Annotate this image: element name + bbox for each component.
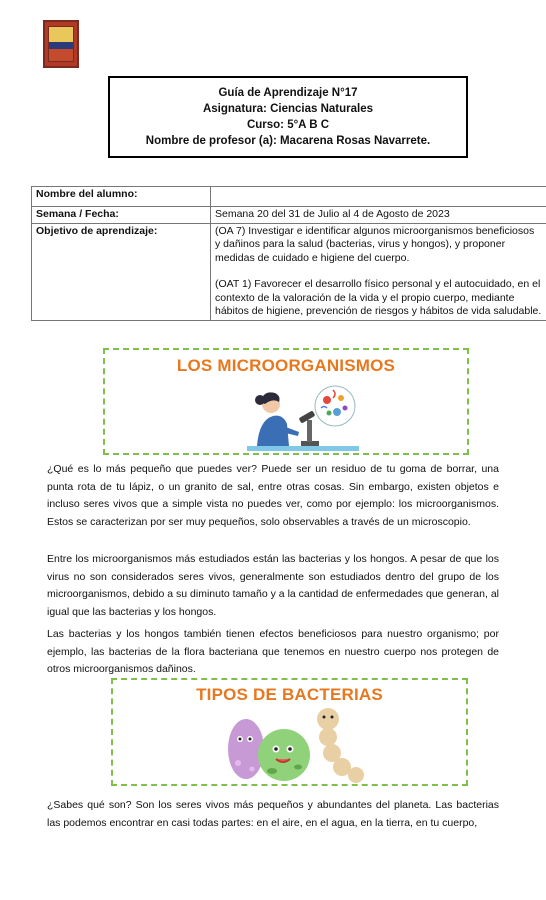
table-row — [32, 223, 546, 320]
table-row — [32, 207, 546, 224]
objective-oa7: (OA 7) Investigar e identificar algunos microorganismos beneficiosos y dañinos para la salud (bacterias, virus y hongos), y proponer medidas de cuidado e higiene del cuerpo. — [215, 224, 535, 264]
info-table — [31, 186, 546, 321]
paragraph-most-studied: Entre los microorganismos más estudiados están las bacterias y los hongos. A pesar de que los virus no son considerados seres vivos, generalmente son estudiados dentro del grupo de los microorganismos, debido a su diminuto tamaño y a la cantidad de enfermedades que generan, al igual que las bacterias y los hongos. — [47, 553, 499, 618]
date-value: Semana 20 del 31 de Julio al 4 de Agosto de 2023 — [211, 207, 546, 224]
paragraph-intro: ¿Qué es lo más pequeño que puedes ver? Puede ser un residuo de tu goma de borrar, una punta rota de tu lápiz, o un granito de sal, entre otras cosas. Sin embargo, existen objetos e incluso seres vivos que a simple vista no puedes ver, como por ejemplo: los microorganismos. Estos se caracterizan por ser muy pequeños, solo observables a través de un microscopio. — [47, 463, 499, 528]
bacteria-characters-illustration — [216, 705, 366, 785]
banner-title: LOS MICROORGANISMOS — [176, 356, 396, 375]
school-logo — [43, 20, 79, 68]
paragraph-beneficial: Las bacterias y los hongos también tienen efectos beneficiosos para nuestro organismo; por ejemplo, las bacterias de la flora bacteriana que tenemos en nuestro cuerpo nos protegen de otros microorganismos dañinos. — [47, 628, 499, 675]
course: Curso: 5°A B C — [246, 119, 330, 131]
student-value[interactable] — [211, 187, 546, 207]
paragraph-what-are-they: ¿Sabes qué son? Son los seres vivos más pequeños y abundantes del planeta. Las bacterias las podemos encontrar en casi todas partes: en el aire, en el agua, en la tierra, en tu cuerpo, — [47, 799, 499, 829]
banner-title: TIPOS DE BACTERIAS — [196, 685, 383, 704]
microorganisms-banner — [103, 348, 469, 455]
guide-number: Guía de Aprendizaje N°17 — [218, 87, 358, 99]
objective-value — [211, 223, 546, 320]
bacteria-types-banner — [111, 678, 468, 786]
teacher-name: Nombre de profesor (a): Macarena Rosas Navarrete. — [145, 135, 431, 147]
subject: Asignatura: Ciencias Naturales — [202, 103, 373, 115]
objective-oat1: (OAT 1) Favorecer el desarrollo físico personal y el autocuidado, en el contexto de la valoración de la vida y el propio cuerpo, mediante hábitos de higiene, prevención de riesgos y hábitos de vida saludable. — [215, 278, 542, 317]
objective-label: Objetivo de aprendizaje: — [32, 223, 211, 320]
scientist-microscope-illustration — [243, 380, 363, 452]
date-label: Semana / Fecha: — [32, 207, 211, 224]
student-label: Nombre del alumno: — [32, 187, 211, 207]
guide-header — [108, 76, 468, 158]
table-row — [32, 187, 546, 207]
